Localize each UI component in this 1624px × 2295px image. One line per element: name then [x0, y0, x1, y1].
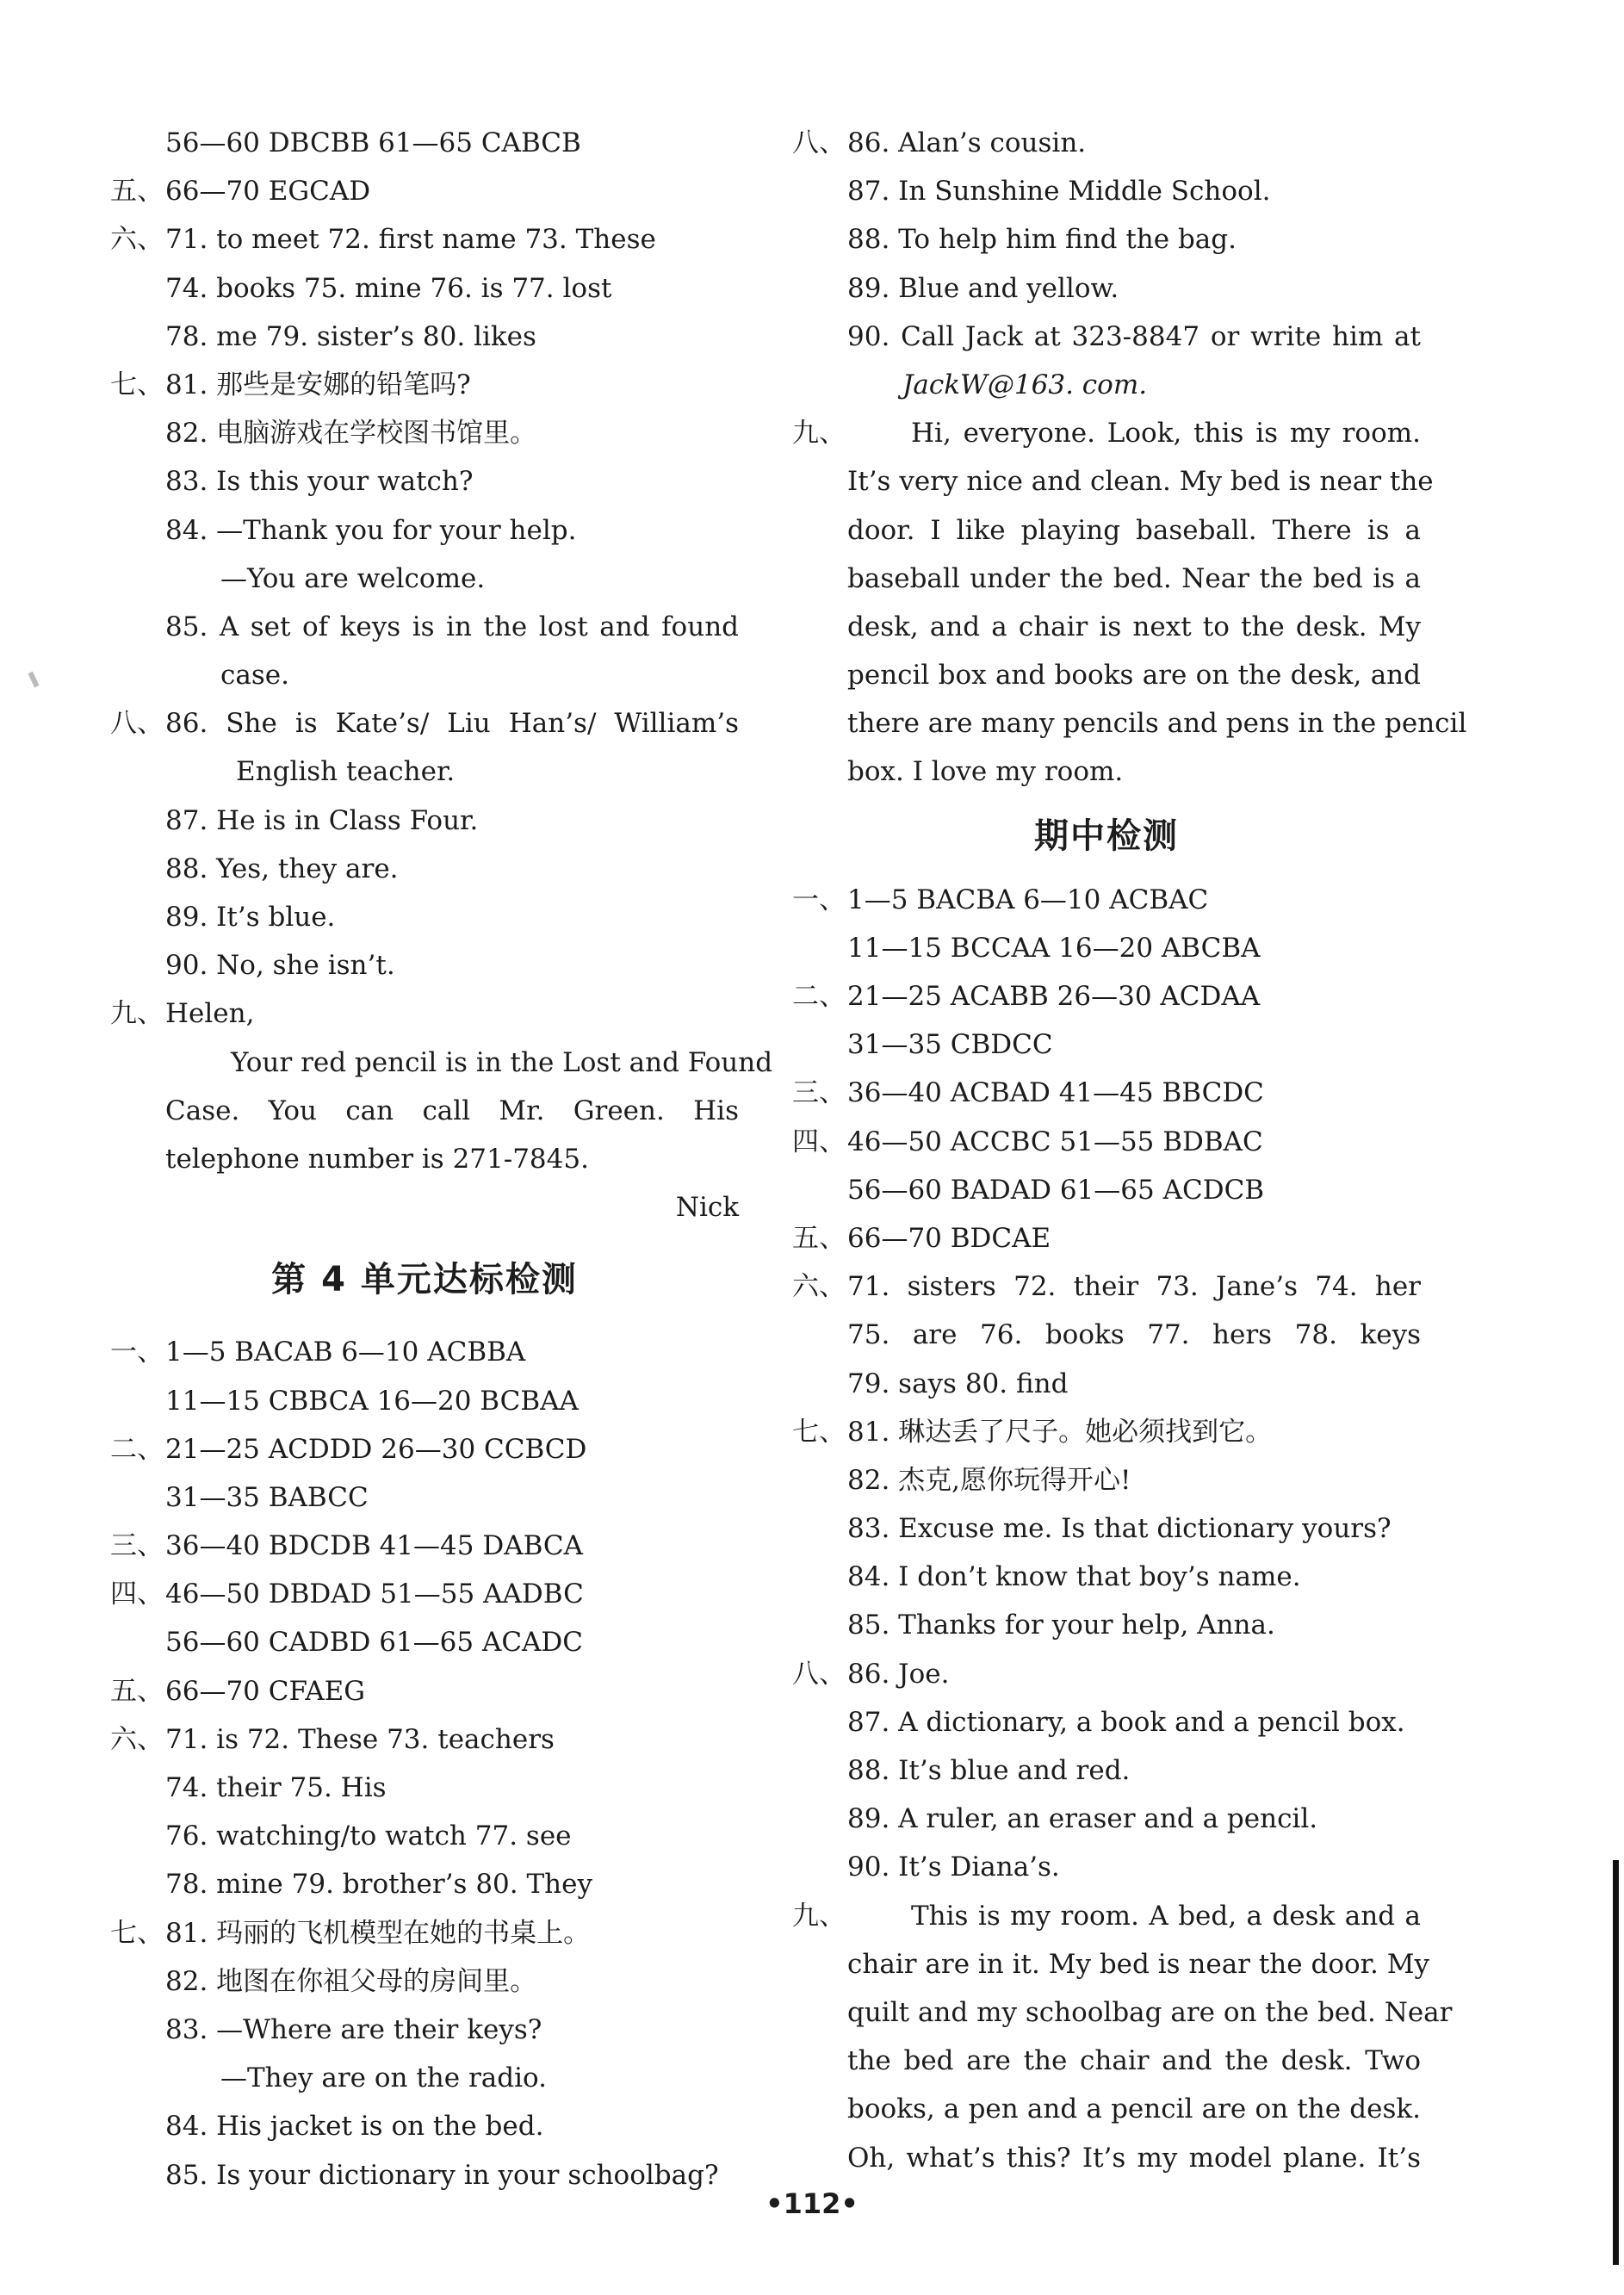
answer-text: telephone number is 271-7845.: [165, 1143, 589, 1175]
answer-text: 71. to meet 72. first name 73. These: [165, 224, 656, 256]
answer-text: 1—5 BACBA 6—10 ACBAC: [847, 884, 1209, 915]
answer-line: [792, 1408, 1421, 1456]
answer-text: 66—70 CFAEG: [165, 1675, 366, 1707]
answer-line: [110, 1425, 739, 1473]
answer-text: 75. are 76. books 77. hers 78. keys: [847, 1319, 1421, 1351]
answer-text: 21—25 ACDDD 26—30 CCBCD: [165, 1433, 587, 1465]
answer-line: [792, 603, 1421, 651]
answer-line: [110, 699, 739, 747]
section-marker: 四、: [792, 1126, 846, 1157]
answer-line: [110, 1183, 739, 1231]
answer-line: [792, 1166, 1421, 1214]
section-marker: 一、: [792, 884, 846, 915]
answer-text: Your red pencil is in the Lost and Found: [231, 1046, 773, 1078]
answer-line: [792, 1988, 1453, 2037]
answer-text: desk, and a chair is next to the desk. My: [847, 611, 1421, 642]
answer-line: [792, 167, 1421, 215]
answer-line: [792, 457, 1434, 506]
answer-line: [792, 264, 1421, 313]
section-marker: 九、: [792, 1900, 846, 1932]
answer-text: 83. —Where are their keys?: [165, 2013, 542, 2045]
answer-text: 78. me 79. sister’s 80. likes: [165, 320, 536, 352]
answer-line: [792, 1698, 1421, 1746]
section-marker: 五、: [110, 1675, 164, 1707]
answer-text: 87. In Sunshine Middle School.: [847, 176, 1271, 208]
answer-line: [110, 1957, 739, 2006]
answer-line: [792, 747, 1421, 796]
answer-line: [110, 1570, 739, 1618]
answer-text: 56—60 CADBD 61—65 ACADC: [165, 1627, 584, 1659]
answer-text: 31—35 BABCC: [165, 1481, 369, 1513]
answer-text: 71. sisters 72. their 73. Jane’s 74. her: [847, 1271, 1421, 1303]
answer-text: 74. books 75. mine 76. is 77. lost: [165, 272, 612, 304]
answer-line: [110, 1812, 739, 1860]
section-marker: 二、: [110, 1433, 164, 1465]
section-marker: 六、: [110, 224, 164, 256]
answer-line: [792, 1746, 1421, 1795]
answer-line: [792, 409, 1421, 457]
answer-text: 86. Joe.: [847, 1658, 950, 1690]
answer-text: JackW@163. com.: [902, 369, 1148, 400]
answer-text: 89. Blue and yellow.: [847, 272, 1119, 304]
answer-text: 66—70 EGCAD: [165, 176, 371, 208]
answer-line: [110, 1039, 773, 1087]
answer-text: 87. He is in Class Four.: [165, 804, 479, 836]
answer-line: [110, 1667, 739, 1715]
right-column: [792, 119, 1467, 2182]
section-marker: 六、: [792, 1271, 846, 1303]
answer-text: the bed are the chair and the desk. Two: [847, 2045, 1421, 2077]
answer-text: 71. is 72. These 73. teachers: [165, 1723, 555, 1755]
answer-text: —They are on the radio.: [220, 2062, 547, 2094]
section-marker: 二、: [792, 981, 846, 1012]
answer-text: 36—40 ACBAD 41—45 BBCDC: [847, 1077, 1264, 1109]
answer-text: 56—60 DBCBB 61—65 CABCB: [165, 127, 581, 158]
answer-line: [792, 1311, 1421, 1359]
answer-text: 78. mine 79. brother’s 80. They: [165, 1869, 592, 1901]
answer-line: [792, 361, 1421, 409]
answer-line: [110, 651, 739, 699]
answer-text: 85. Thanks for your help, Anna.: [847, 1610, 1275, 1641]
answer-text: 81. 琳达丢了尺子。她必须找到它。: [847, 1416, 1273, 1448]
answer-line: [110, 845, 739, 893]
answer-line: [792, 1020, 1421, 1069]
answer-text: door. I like playing baseball. There is a: [847, 514, 1421, 546]
answer-text: 90. Call Jack at 323-8847 or write him at: [847, 320, 1421, 352]
answer-line: [110, 409, 739, 457]
scan-speck: [28, 672, 39, 688]
answer-text: 88. Yes, they are.: [165, 853, 399, 884]
answer-text: 36—40 BDCDB 41—45 DABCA: [165, 1530, 584, 1562]
answer-line: [792, 1262, 1421, 1311]
answer-line: [110, 603, 739, 651]
answer-line: [110, 747, 739, 796]
answer-line: [110, 2102, 739, 2150]
answer-text: It’s very nice and clean. My bed is near the: [847, 466, 1434, 498]
answer-line: [792, 1795, 1421, 1843]
answer-text: 82. 电脑游戏在学校图书馆里。: [165, 418, 537, 450]
answer-line: [792, 1650, 1421, 1698]
section-marker: 五、: [792, 1222, 846, 1254]
answer-line: [110, 361, 739, 409]
answer-line: [110, 1909, 739, 1957]
answer-line: [110, 1328, 739, 1376]
answer-line: [792, 1214, 1421, 1262]
answer-text: 85. Is your dictionary in your schoolbag?: [165, 2159, 719, 2191]
section-marker: 八、: [792, 127, 846, 158]
answer-text: 83. Excuse me. Is that dictionary yours?: [847, 1513, 1392, 1545]
section-marker: 七、: [110, 369, 164, 400]
answer-text: 66—70 BDCAE: [847, 1222, 1051, 1254]
answer-line: [110, 119, 739, 167]
answer-line: [110, 2054, 739, 2102]
answer-text: 89. A ruler, an eraser and a pencil.: [847, 1803, 1318, 1835]
answer-text: Helen,: [165, 998, 255, 1030]
answer-text: 84. I don’t know that boy’s name.: [847, 1561, 1301, 1593]
answer-text: 82. 杰克,愿你玩得开心!: [847, 1464, 1131, 1496]
answer-text: 90. It’s Diana’s.: [847, 1852, 1060, 1883]
answer-text: Hi, everyone. Look, this is my room.: [911, 418, 1421, 450]
answer-text: 74. their 75. His: [165, 1772, 387, 1803]
answer-line: [792, 699, 1467, 747]
answer-text: This is my room. A bed, a desk and a: [911, 1900, 1421, 1932]
answer-text: 79. says 80. find: [847, 1368, 1069, 1399]
answer-line: [792, 1601, 1421, 1649]
answer-line: [110, 1715, 739, 1764]
answer-text: 11—15 CBBCA 16—20 BCBAA: [165, 1385, 579, 1417]
answer-text: 46—50 DBDAD 51—55 AADBC: [165, 1579, 584, 1610]
answer-text: 86. Alan’s cousin.: [847, 127, 1087, 158]
section-marker: 八、: [792, 1658, 846, 1690]
answer-text: 87. A dictionary, a book and a pencil box.: [847, 1706, 1405, 1738]
answer-line: [792, 924, 1421, 972]
answer-line: [110, 506, 739, 555]
answer-text: 84. His jacket is on the bed.: [165, 2111, 544, 2143]
answer-line: [792, 1118, 1421, 1166]
answer-text: 1—5 BACAB 6—10 ACBBA: [165, 1337, 526, 1368]
answer-line: [110, 1618, 739, 1666]
answer-text: 76. watching/to watch 77. see: [165, 1820, 572, 1852]
answer-text: 89. It’s blue.: [165, 902, 336, 933]
answer-line: [110, 264, 739, 313]
section-marker: 六、: [110, 1723, 164, 1755]
section-marker: 三、: [792, 1077, 846, 1109]
page-number: •112•: [766, 2187, 858, 2220]
answer-line: [792, 1940, 1430, 1988]
answer-line: [792, 1504, 1421, 1553]
left-column: [110, 119, 773, 2199]
answer-line: [110, 555, 739, 603]
answer-line: [792, 119, 1421, 167]
answer-line: [792, 1553, 1421, 1601]
answer-line: [792, 2085, 1421, 2133]
answer-text: 82. 地图在你祖父母的房间里。: [165, 1965, 537, 1997]
section-marker: 九、: [110, 998, 164, 1030]
section-marker: 一、: [110, 1337, 164, 1368]
answer-text: 86. She is Kate’s/ Liu Han’s/ William’s: [165, 708, 739, 740]
answer-text: 84. —Thank you for your help.: [165, 514, 577, 546]
answer-text: there are many pencils and pens in the pencil: [847, 708, 1467, 740]
answer-line: [792, 972, 1421, 1020]
answer-line: [110, 941, 739, 989]
answer-text: 81. 那些是安娜的铅笔吗?: [165, 369, 471, 400]
answer-line: [792, 651, 1421, 699]
page-edge-shadow: [1613, 1860, 1619, 2265]
answer-text: box. I love my room.: [847, 756, 1124, 788]
answer-line: [110, 457, 739, 506]
answer-line: [110, 2006, 739, 2054]
answer-text: 46—50 ACCBC 51—55 BDBAC: [847, 1126, 1263, 1157]
answer-line: [792, 555, 1421, 603]
answer-text: 11—15 BCCAA 16—20 ABCBA: [847, 932, 1261, 964]
answer-text: baseball under the bed. Near the bed is a: [847, 562, 1421, 594]
answer-text: 90. No, she isn’t.: [165, 950, 395, 982]
answer-line: [110, 893, 739, 941]
answer-text: 88. To help him find the bag.: [847, 224, 1237, 256]
answer-text: English teacher.: [236, 756, 456, 788]
section-marker: 九、: [792, 418, 846, 450]
section-marker: 八、: [110, 708, 164, 740]
answer-text: pencil box and books are on the desk, and: [847, 660, 1421, 692]
answer-text: 56—60 BADAD 61—65 ACDCB: [847, 1174, 1265, 1206]
answer-text: quilt and my schoolbag are on the bed. Near: [847, 1996, 1453, 2028]
answer-line: [110, 1377, 739, 1425]
answer-line: [110, 1087, 739, 1135]
answer-line: [110, 167, 739, 215]
answer-line: [792, 2037, 1421, 2085]
answer-text: 88. It’s blue and red.: [847, 1755, 1131, 1786]
answer-line: [110, 797, 739, 845]
answer-text: Case. You can call Mr. Green. His: [165, 1095, 739, 1126]
answer-line: [110, 313, 739, 361]
answer-text: 21—25 ACABB 26—30 ACDAA: [847, 981, 1261, 1012]
answer-line: [110, 1135, 739, 1183]
section-marker: 七、: [792, 1416, 846, 1448]
answer-line: [110, 1473, 739, 1522]
answer-text: case.: [220, 660, 289, 692]
answer-line: [792, 1843, 1421, 1891]
answer-line: [792, 876, 1421, 924]
answer-line: [110, 215, 739, 264]
section-marker: 三、: [110, 1530, 164, 1562]
answer-text: 83. Is this your watch?: [165, 466, 474, 498]
answer-text: —You are welcome.: [220, 562, 486, 594]
answer-line: [792, 1069, 1421, 1117]
answer-line: [792, 313, 1421, 361]
answer-text: 85. A set of keys is in the lost and found: [165, 611, 739, 642]
answer-text: 31—35 CBDCC: [847, 1029, 1053, 1061]
answer-line: [110, 989, 739, 1038]
answer-line: [792, 1456, 1421, 1504]
answer-line: [792, 506, 1421, 555]
section-heading: 期中检测: [1034, 816, 1179, 856]
answer-line: [792, 215, 1421, 264]
answer-text: Oh, what’s this? It’s my model plane. It’s: [847, 2142, 1421, 2174]
section-marker: 四、: [110, 1579, 164, 1610]
answer-line: [792, 1360, 1421, 1408]
answer-line: [792, 1892, 1421, 1940]
section-heading: 第 4 单元达标检测: [271, 1260, 578, 1300]
answer-text: books, a pen and a pencil are on the desk.: [847, 2093, 1421, 2125]
answer-text: 81. 玛丽的飞机模型在她的书桌上。: [165, 1917, 591, 1949]
answer-text: Nick: [675, 1192, 739, 1224]
section-marker: 五、: [110, 176, 164, 208]
answer-text: chair are in it. My bed is near the door. My: [847, 1948, 1430, 1980]
answer-line: [110, 1522, 739, 1570]
answer-line: [110, 1860, 739, 1908]
answer-line: [110, 1764, 739, 1812]
answer-line: [792, 2134, 1421, 2182]
section-marker: 七、: [110, 1917, 164, 1949]
